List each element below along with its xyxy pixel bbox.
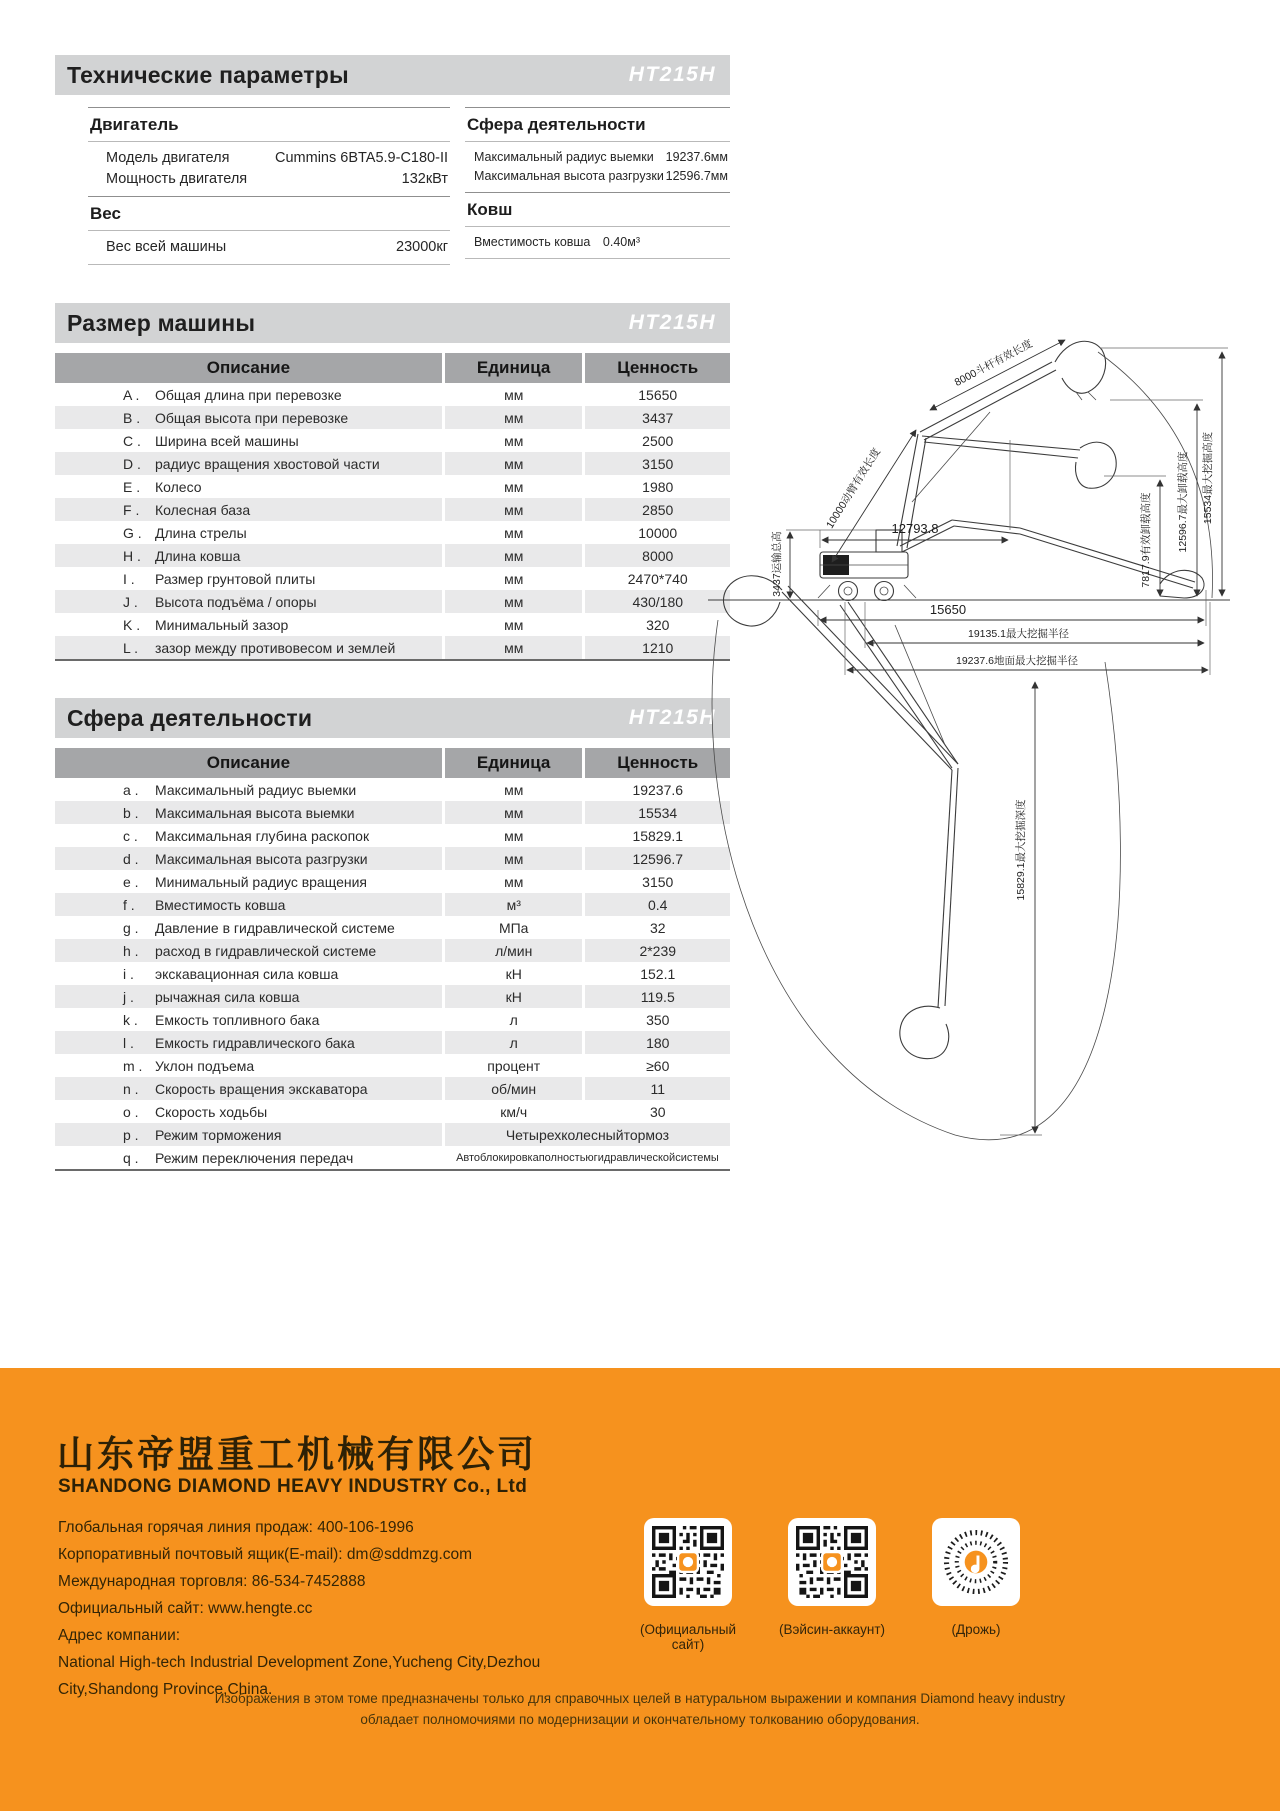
row-unit: кН bbox=[445, 985, 583, 1008]
row-value: 3150 bbox=[585, 452, 730, 475]
boom-raised-position bbox=[897, 341, 1106, 548]
spec-value: 23000кг bbox=[396, 239, 448, 255]
model-badge: HT215H bbox=[628, 706, 716, 729]
row-letter: o . bbox=[123, 1103, 139, 1120]
row-label: Скорость вращения экскаватора bbox=[155, 1080, 368, 1097]
row-letter: J . bbox=[123, 593, 138, 610]
row-unit: мм bbox=[445, 498, 583, 521]
row-value: 15829.1 bbox=[585, 824, 730, 847]
row-label: Максимальная высота разгрузки bbox=[155, 850, 368, 867]
row-label: Высота подъёма / опоры bbox=[155, 593, 317, 610]
table-row bbox=[55, 985, 730, 1008]
row-unit: л/мин bbox=[445, 939, 583, 962]
svg-text:19237.6地面最大挖掘半径: 19237.6地面最大挖掘半径 bbox=[956, 655, 1078, 667]
col-header-unit: Единица bbox=[445, 353, 583, 383]
disclaimer-line-1: Изображения в этом томе предназначены только для справочных целей в натуральном выражении и компания Diamond heavy industry bbox=[214, 1691, 1066, 1706]
row-unit: л bbox=[445, 1008, 583, 1031]
row-label: Размер грунтовой плиты bbox=[155, 570, 316, 587]
table-row bbox=[55, 429, 730, 452]
row-unit: м³ bbox=[445, 893, 583, 916]
row-unit: мм bbox=[445, 778, 583, 801]
excavator-body bbox=[818, 530, 916, 601]
row-label: экскавационная сила ковша bbox=[155, 965, 339, 982]
row-letter: q . bbox=[123, 1149, 139, 1166]
row-label: Емкость топливного бака bbox=[155, 1011, 320, 1028]
row-unit: мм bbox=[445, 429, 583, 452]
spec-value: 132кВт bbox=[401, 171, 448, 187]
col-header-value: Ценность bbox=[585, 748, 730, 778]
row-label: Давление в гидравлической системе bbox=[155, 919, 395, 936]
row-value: 2*239 bbox=[585, 939, 730, 962]
scope-section-title: Сфера деятельности bbox=[465, 107, 730, 141]
website-line: Официальный сайт: www.hengte.cc bbox=[58, 1600, 313, 1617]
svg-text:3437运输总高: 3437运输总高 bbox=[771, 531, 783, 597]
row-letter: H . bbox=[123, 547, 141, 564]
qr-code-douyin bbox=[932, 1518, 1020, 1606]
spec-label: Вес всей машины bbox=[106, 239, 227, 255]
table-row bbox=[55, 847, 730, 870]
row-value: 350 bbox=[585, 1008, 730, 1031]
row-unit: мм bbox=[445, 406, 583, 429]
qr-code-wechat bbox=[788, 1518, 876, 1606]
table-row bbox=[55, 870, 730, 893]
row-label: Колесо bbox=[155, 478, 202, 495]
svg-text:19135.1最大挖掘半径: 19135.1最大挖掘半径 bbox=[968, 628, 1069, 640]
svg-text:12793.8: 12793.8 bbox=[891, 521, 939, 536]
row-letter: D . bbox=[123, 455, 141, 472]
row-letter: B . bbox=[123, 409, 141, 426]
quick-specs bbox=[88, 107, 730, 265]
table-row bbox=[55, 1054, 730, 1077]
row-value: 2850 bbox=[585, 498, 730, 521]
row-letter: m . bbox=[123, 1057, 143, 1074]
table-row bbox=[55, 778, 730, 801]
row-letter: A . bbox=[123, 386, 140, 403]
row-label: зазор между противовесом и землей bbox=[155, 639, 396, 656]
svg-text:15650: 15650 bbox=[929, 602, 967, 617]
table-row bbox=[55, 939, 730, 962]
footer bbox=[0, 1368, 1280, 1811]
svg-text:15534最大挖掘高度: 15534最大挖掘高度 bbox=[1202, 431, 1214, 525]
row-value: 2470*740 bbox=[585, 567, 730, 590]
table-row bbox=[55, 1077, 730, 1100]
bucket-rows bbox=[465, 226, 730, 259]
quick-specs-left bbox=[88, 107, 450, 265]
envelope-arc-upper bbox=[1098, 352, 1212, 598]
row-label: Длина стрелы bbox=[155, 524, 247, 541]
row-label: радиус вращения хвостовой части bbox=[155, 455, 380, 472]
size-table-body bbox=[55, 383, 730, 659]
qr-caption: (Дрожь) bbox=[951, 1622, 1001, 1637]
spec-row bbox=[88, 168, 450, 189]
spec-label: Модель двигателя bbox=[106, 150, 230, 166]
spec-row bbox=[88, 147, 450, 168]
row-value: 152.1 bbox=[585, 962, 730, 985]
row-letter: L . bbox=[123, 639, 139, 656]
row-letter: n . bbox=[123, 1080, 139, 1097]
row-label: Минимальный зазор bbox=[155, 616, 289, 633]
row-letter: e . bbox=[123, 873, 139, 890]
table-row bbox=[55, 1146, 730, 1169]
table-row bbox=[55, 916, 730, 939]
spec-label: Мощность двигателя bbox=[106, 171, 248, 187]
email-line: Корпоративный почтовый ящик(E-mail): dm@sddmzg.com bbox=[58, 1546, 473, 1563]
row-letter: I . bbox=[123, 570, 135, 587]
row-unit: мм bbox=[445, 521, 583, 544]
row-value: 1980 bbox=[585, 475, 730, 498]
row-unit: Автоблокировкаполностьюгидравлическойсистемы bbox=[445, 1146, 730, 1169]
row-label: Максимальный радиус выемки bbox=[155, 781, 357, 798]
row-unit: мм bbox=[445, 870, 583, 893]
row-label: Минимальный радиус вращения bbox=[155, 873, 367, 890]
row-value: 12596.7 bbox=[585, 847, 730, 870]
table-row bbox=[55, 1031, 730, 1054]
size-table bbox=[55, 353, 730, 661]
arm-mid-position bbox=[922, 436, 1116, 488]
spec-value: 12596.7мм bbox=[665, 169, 728, 183]
row-label: Общая высота при перевозке bbox=[155, 409, 349, 426]
row-letter: C . bbox=[123, 432, 141, 449]
disclaimer bbox=[0, 1688, 1280, 1730]
row-letter: b . bbox=[123, 804, 139, 821]
row-value: 10000 bbox=[585, 521, 730, 544]
col-header-description: Описание bbox=[55, 748, 442, 778]
size-table-header bbox=[55, 353, 730, 383]
table-row bbox=[55, 893, 730, 916]
svg-text:8000斗杆有效长度: 8000斗杆有效长度 bbox=[952, 337, 1035, 389]
table-row bbox=[55, 544, 730, 567]
svg-text:12596.7最大卸载高度: 12596.7最大卸载高度 bbox=[1177, 451, 1189, 553]
row-value: 15650 bbox=[585, 383, 730, 406]
hotline-line: Глобальная горячая линия продаж: 400-106-1996 bbox=[58, 1519, 414, 1536]
qr-caption: (Вэйсин-аккаунт) bbox=[778, 1622, 886, 1637]
contact-info bbox=[58, 1514, 606, 1703]
row-unit: кН bbox=[445, 962, 583, 985]
row-letter: K . bbox=[123, 616, 141, 633]
spec-row bbox=[88, 236, 450, 257]
row-letter: p . bbox=[123, 1126, 139, 1143]
row-unit: МПа bbox=[445, 916, 583, 939]
row-value: 3150 bbox=[585, 870, 730, 893]
row-unit: км/ч bbox=[445, 1100, 583, 1123]
row-label: Длина ковша bbox=[155, 547, 241, 564]
row-label: расход в гидравлической системе bbox=[155, 942, 377, 959]
engine-section-title: Двигатель bbox=[88, 107, 450, 141]
spec-row bbox=[465, 147, 730, 166]
row-letter: E . bbox=[123, 478, 141, 495]
row-letter: l . bbox=[123, 1034, 134, 1051]
table-row bbox=[55, 383, 730, 406]
row-value: 0.4 bbox=[585, 893, 730, 916]
envelope-arc-lower bbox=[712, 620, 1120, 1140]
row-unit: мм bbox=[445, 544, 583, 567]
row-value: 30 bbox=[585, 1100, 730, 1123]
working-range-table bbox=[55, 748, 730, 1171]
section-title: Сфера деятельности bbox=[67, 704, 313, 731]
row-unit: процент bbox=[445, 1054, 583, 1077]
table-row bbox=[55, 824, 730, 847]
table-row bbox=[55, 475, 730, 498]
quick-specs-right bbox=[465, 107, 730, 265]
boom-transport-position bbox=[900, 520, 1204, 598]
excavator-dimension-diagram bbox=[690, 290, 1240, 1150]
row-value: 180 bbox=[585, 1031, 730, 1054]
engine-rows bbox=[88, 141, 450, 196]
address-label-line: Адрес компании: bbox=[58, 1627, 181, 1644]
row-unit: мм bbox=[445, 383, 583, 406]
table-row bbox=[55, 1100, 730, 1123]
spec-label: Максимальная высота разгрузки bbox=[474, 169, 664, 183]
table-row bbox=[55, 613, 730, 636]
model-badge: HT215H bbox=[628, 63, 716, 86]
address-line: National High-tech Industrial Development Zone,Yucheng City,Dezhou City,Shandong Province,China. bbox=[58, 1654, 541, 1698]
model-badge: HT215H bbox=[628, 311, 716, 334]
row-label: Скорость ходьбы bbox=[155, 1103, 268, 1120]
table-row bbox=[55, 1008, 730, 1031]
row-value: 430/180 bbox=[585, 590, 730, 613]
row-letter: k . bbox=[123, 1011, 138, 1028]
scope-rows bbox=[465, 141, 730, 192]
company-name-en: SHANDONG DIAMOND HEAVY INDUSTRY Co., Ltd bbox=[58, 1476, 528, 1497]
spec-value: 19237.6мм bbox=[665, 150, 728, 164]
row-value: 119.5 bbox=[585, 985, 730, 1008]
row-unit: мм bbox=[445, 452, 583, 475]
svg-text:10000动臂有效长度: 10000动臂有效长度 bbox=[823, 446, 883, 531]
row-letter: i . bbox=[123, 965, 134, 982]
row-unit: мм bbox=[445, 636, 583, 659]
row-unit: мм bbox=[445, 801, 583, 824]
spec-label: Вместимость ковша bbox=[474, 235, 591, 249]
row-unit: мм bbox=[445, 613, 583, 636]
row-letter: h . bbox=[123, 942, 139, 959]
bucket-section-title: Ковш bbox=[465, 192, 730, 226]
douyin-qr-icon bbox=[940, 1526, 1012, 1598]
col-header-description: Описание bbox=[55, 353, 442, 383]
row-letter: g . bbox=[123, 919, 139, 936]
qr-item-wechat bbox=[772, 1518, 892, 1652]
row-letter: G . bbox=[123, 524, 142, 541]
row-label: Режим торможения bbox=[155, 1126, 282, 1143]
row-letter: c . bbox=[123, 827, 138, 844]
qr-code-website bbox=[644, 1518, 732, 1606]
row-letter: F . bbox=[123, 501, 140, 518]
svg-text:15829.1最大挖掘深度: 15829.1最大挖掘深度 bbox=[1015, 799, 1027, 901]
row-letter: j . bbox=[123, 988, 134, 1005]
disclaimer-line-2: обладает полномочиями по модернизации и окончательному толкованию оборудования. bbox=[360, 1712, 920, 1727]
qr-item-douyin bbox=[916, 1518, 1036, 1652]
col-header-value: Ценность bbox=[585, 353, 730, 383]
digging-position bbox=[723, 576, 958, 1059]
row-label: Уклон подъема bbox=[155, 1057, 255, 1074]
row-label: Вместимость ковша bbox=[155, 896, 286, 913]
row-value: 11 bbox=[585, 1077, 730, 1100]
row-letter: f . bbox=[123, 896, 135, 913]
row-value: 32 bbox=[585, 916, 730, 939]
row-unit: мм bbox=[445, 590, 583, 613]
weight-rows bbox=[88, 230, 450, 265]
spec-tables-column bbox=[55, 55, 730, 1171]
row-label: Емкость гидравлического бака bbox=[155, 1034, 355, 1051]
dimension-lines bbox=[770, 337, 1228, 1135]
section-title: Размер машины bbox=[67, 309, 256, 336]
row-unit: мм bbox=[445, 567, 583, 590]
table-row bbox=[55, 1123, 730, 1146]
row-unit: Четырехколесныйтормоз bbox=[445, 1123, 730, 1146]
row-label: Ширина всей машины bbox=[155, 432, 299, 449]
table-row bbox=[55, 962, 730, 985]
section-bar-working-range bbox=[55, 698, 730, 738]
row-value: 19237.6 bbox=[585, 778, 730, 801]
row-unit: мм bbox=[445, 847, 583, 870]
row-unit: мм bbox=[445, 824, 583, 847]
svg-text:7817.9有效卸载高度: 7817.9有效卸载高度 bbox=[1140, 492, 1152, 588]
section-title: Технические параметры bbox=[67, 61, 349, 88]
table-row bbox=[55, 498, 730, 521]
row-letter: a . bbox=[123, 781, 139, 798]
working-range-table-body bbox=[55, 778, 730, 1169]
qr-caption: (Официальный сайт) bbox=[639, 1622, 737, 1652]
excavator-drawing bbox=[690, 290, 1240, 1150]
trade-phone-line: Международная торговля: 86-534-7452888 bbox=[58, 1573, 366, 1590]
spec-label: Максимальный радиус выемки bbox=[474, 150, 654, 164]
table-row bbox=[55, 590, 730, 613]
row-unit: об/мин bbox=[445, 1077, 583, 1100]
row-value: ≥60 bbox=[585, 1054, 730, 1077]
row-label: Режим переключения передач bbox=[155, 1149, 354, 1166]
table-row bbox=[55, 801, 730, 824]
spec-value: 0.40м³ bbox=[602, 235, 640, 249]
row-value: 15534 bbox=[585, 801, 730, 824]
row-label: Общая длина при перевозке bbox=[155, 386, 342, 403]
spec-row bbox=[465, 232, 730, 251]
row-label: Колесная база bbox=[155, 501, 251, 518]
row-value: 1210 bbox=[585, 636, 730, 659]
col-header-unit: Единица bbox=[445, 748, 583, 778]
row-unit: мм bbox=[445, 475, 583, 498]
table-row bbox=[55, 406, 730, 429]
working-range-table-header bbox=[55, 748, 730, 778]
qr-code-icon bbox=[652, 1526, 724, 1598]
section-bar-tech-params bbox=[55, 55, 730, 95]
table-row bbox=[55, 567, 730, 590]
table-row bbox=[55, 452, 730, 475]
table-row bbox=[55, 521, 730, 544]
qr-code-icon bbox=[796, 1526, 868, 1598]
weight-section-title: Вес bbox=[88, 196, 450, 230]
spec-value: Cummins 6BTA5.9-C180-II bbox=[275, 150, 448, 166]
row-letter: d . bbox=[123, 850, 139, 867]
row-value: 320 bbox=[585, 613, 730, 636]
row-label: Максимальная высота выемки bbox=[155, 804, 355, 821]
row-value: 8000 bbox=[585, 544, 730, 567]
row-value: 2500 bbox=[585, 429, 730, 452]
spec-row bbox=[465, 166, 730, 185]
table-row bbox=[55, 636, 730, 659]
row-unit: л bbox=[445, 1031, 583, 1054]
company-name-cn: 山东帝盟重工机械有限公司 bbox=[57, 1434, 537, 1475]
row-value: 3437 bbox=[585, 406, 730, 429]
row-label: Максимальная глубина раскопок bbox=[155, 827, 370, 844]
section-bar-machine-size bbox=[55, 303, 730, 343]
row-label: рычажная сила ковша bbox=[155, 988, 300, 1005]
qr-codes bbox=[628, 1518, 1036, 1652]
qr-item-website bbox=[628, 1518, 748, 1652]
